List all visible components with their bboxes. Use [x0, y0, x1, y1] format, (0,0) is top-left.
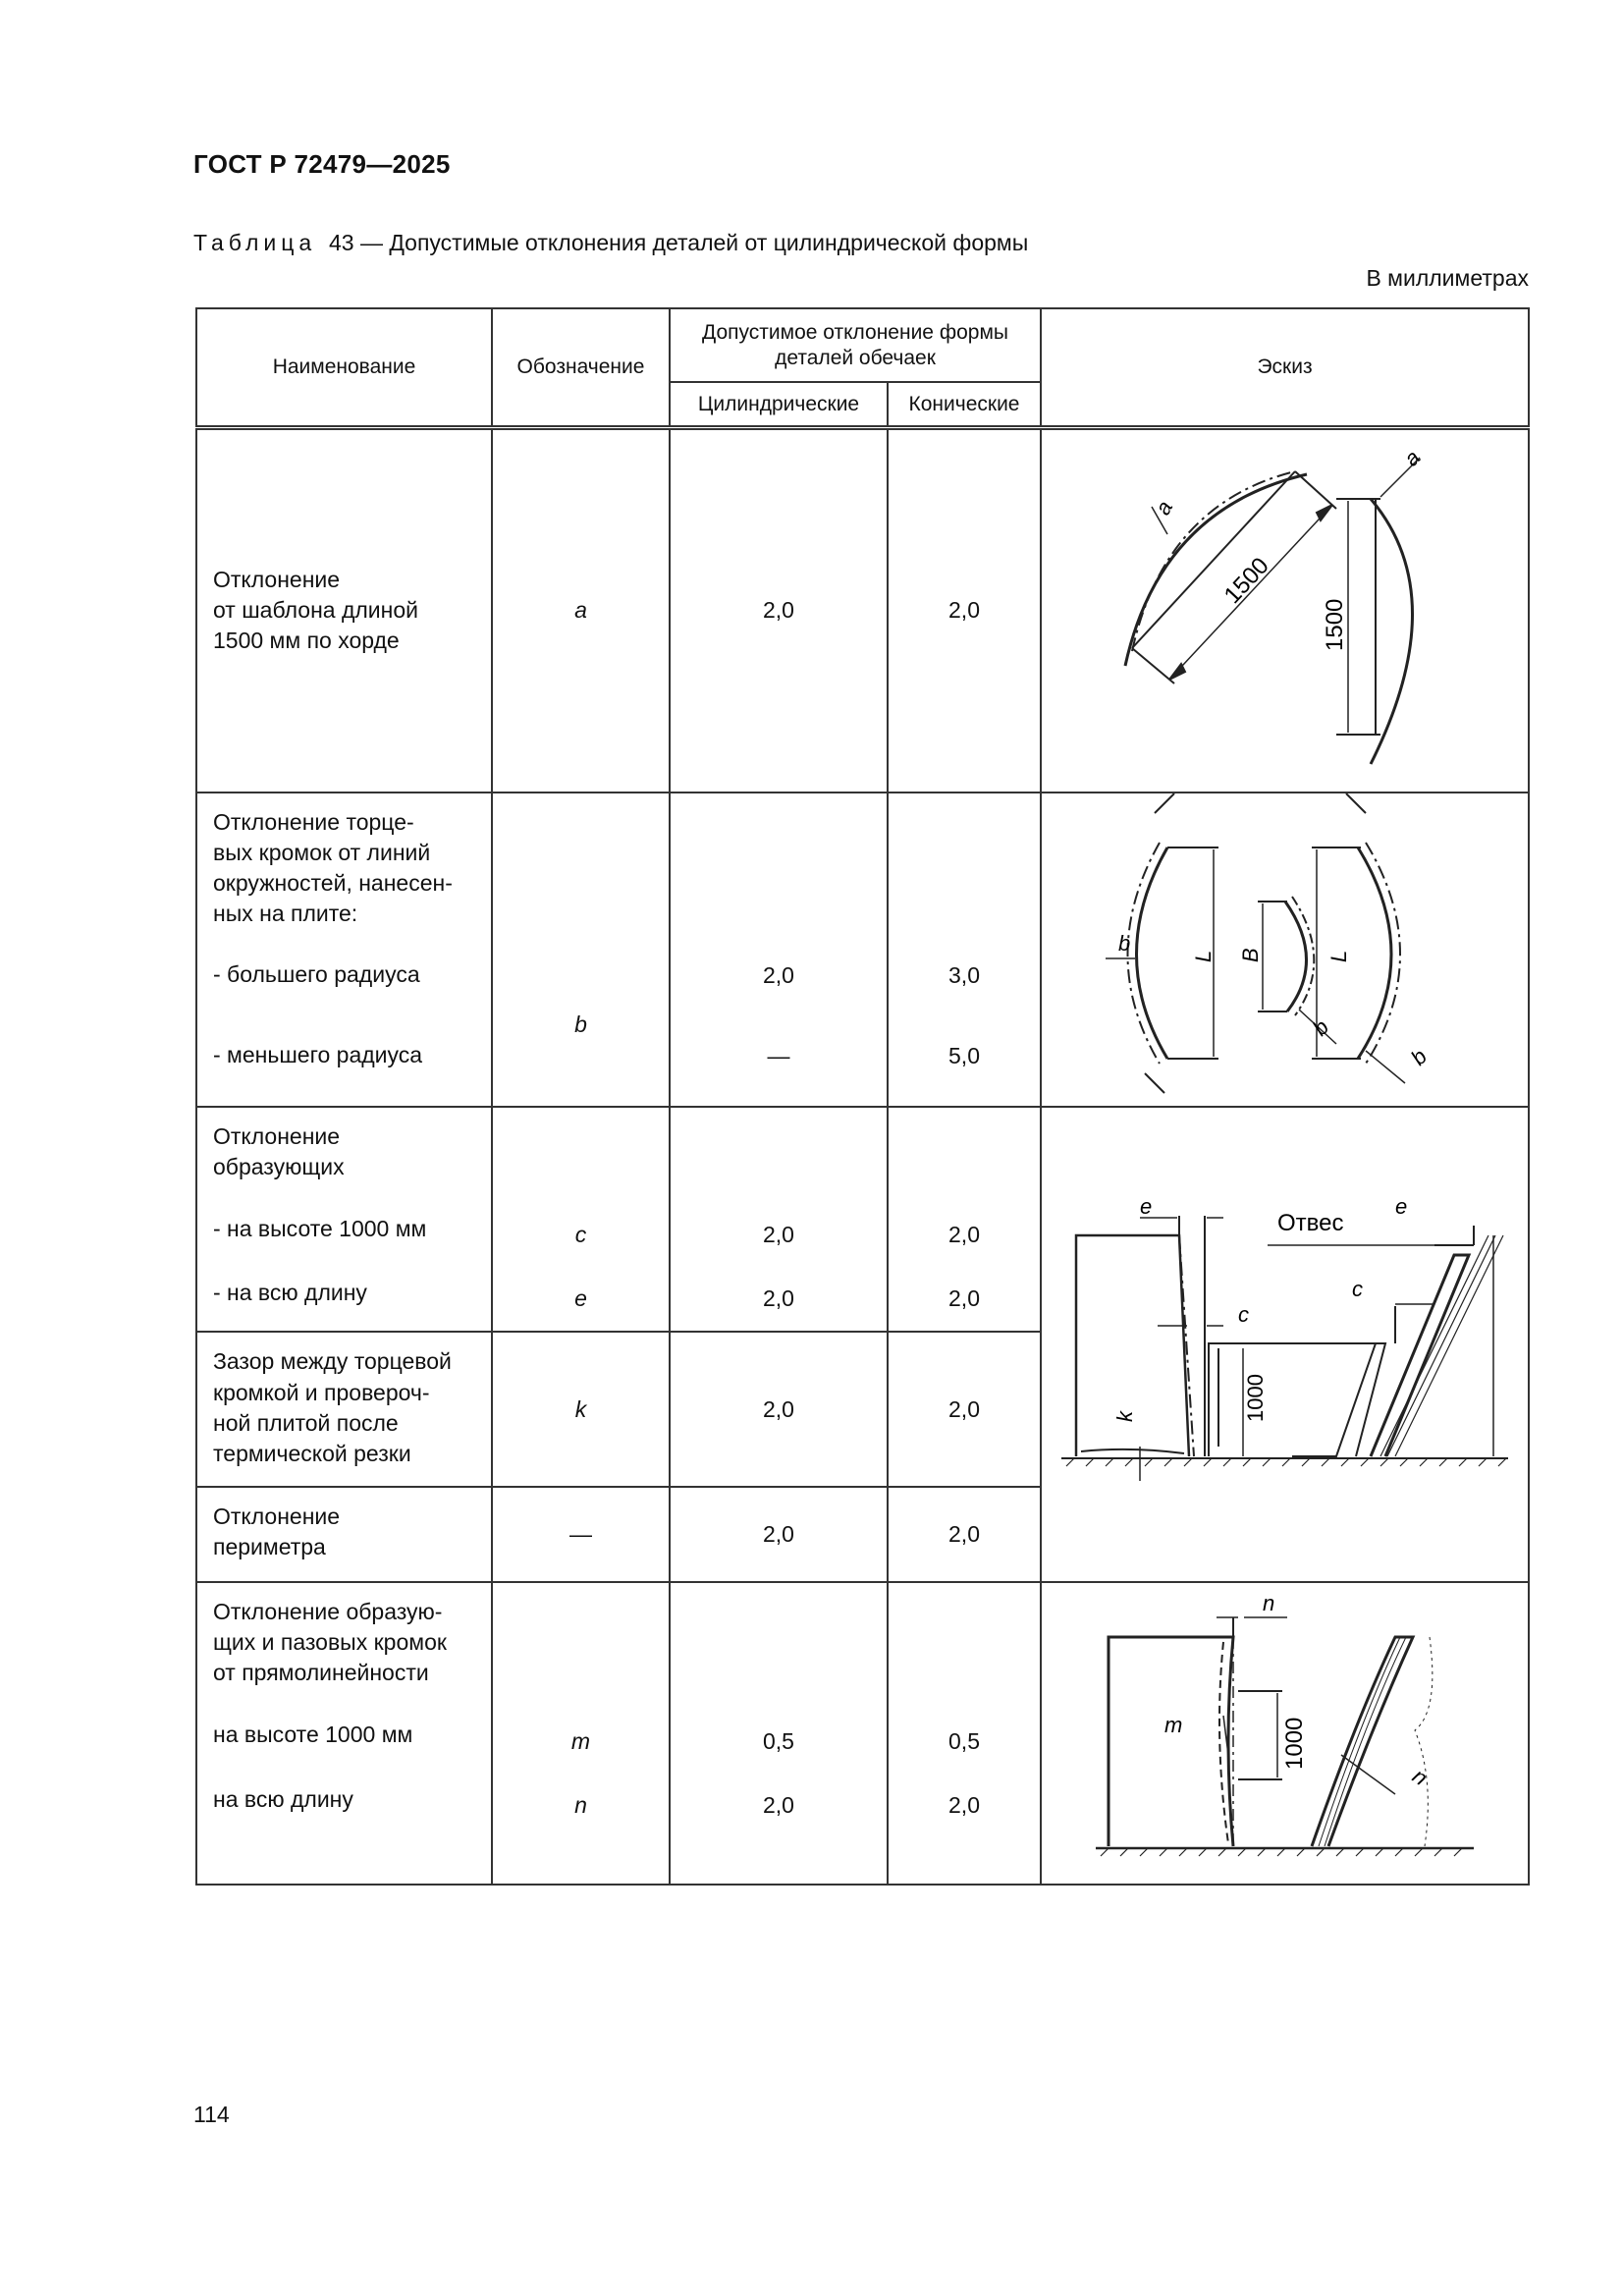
table-row	[196, 427, 1529, 793]
sketch-1-dim-vertical: 1500	[1322, 598, 1349, 651]
sketch-3	[1041, 1107, 1529, 1582]
row3-sub-label: - на высоте 1000 мм	[213, 1216, 427, 1242]
units-note: В миллиметрах	[1366, 265, 1529, 291]
sketch-1	[1041, 427, 1529, 793]
row1-designation: a	[492, 427, 670, 793]
header-deviation-group: Допустимое отклонение формы деталей обечаек	[670, 308, 1041, 382]
table-row	[196, 1107, 1529, 1333]
sketch-3-label-c1: c	[1352, 1276, 1364, 1301]
row6-cyl-1: 0,5	[763, 1727, 794, 1754]
row4-designation: k	[492, 1332, 670, 1487]
row3-designation-e: e	[574, 1285, 587, 1311]
row6-cyl-2: 2,0	[763, 1791, 794, 1818]
header-conical: Конические	[888, 382, 1041, 427]
sketch-2-label-L1: L	[1191, 950, 1217, 962]
sketch-4-label-m: m	[1164, 1712, 1183, 1737]
row3-designation-c: c	[574, 1221, 587, 1247]
row5-name-line: периметра	[213, 1534, 326, 1560]
row6-sub-label: на высоте 1000 мм	[213, 1722, 413, 1748]
row6-sub-label: на всю длину	[213, 1785, 353, 1812]
sketch-3-label-otves: Отвес	[1277, 1209, 1344, 1236]
row6-designation	[492, 1582, 670, 1885]
row5-con: 2,0	[888, 1487, 1041, 1581]
row3-cyl	[670, 1107, 888, 1333]
sketch-3-label-e2: e	[1395, 1193, 1408, 1219]
table-caption	[193, 230, 1028, 256]
row1-name	[196, 427, 492, 793]
caption-text: 43 — Допустимые отклонения деталей от цилиндрической формы	[328, 230, 1029, 255]
sketch-2-label-b3: b	[1405, 1043, 1433, 1070]
row4-cyl: 2,0	[670, 1332, 888, 1487]
row6-name-line: Отклонение образую-	[213, 1598, 443, 1624]
row3-name-line: Отклонение	[213, 1122, 341, 1149]
sketch-3-label-e1: e	[1140, 1193, 1153, 1219]
sketch-3-drawing	[1042, 1108, 1528, 1581]
row2-designation	[492, 793, 670, 1107]
sketch-4-label-n1: n	[1263, 1590, 1275, 1615]
row2-con-2: 5,0	[948, 1042, 980, 1068]
row6-con	[888, 1582, 1041, 1885]
row3-designation	[492, 1107, 670, 1333]
row3-con	[888, 1107, 1041, 1333]
row2-con-1: 3,0	[948, 961, 980, 988]
row3-con-1: 2,0	[948, 1221, 980, 1247]
row6-name	[196, 1582, 492, 1885]
deviation-table	[195, 307, 1530, 1886]
row6-cyl	[670, 1582, 888, 1885]
row1-con: 2,0	[888, 427, 1041, 793]
row2-name	[196, 793, 492, 1107]
row1-name-line: Отклонение	[213, 566, 341, 592]
sketch-3-label-c2: c	[1238, 1301, 1250, 1327]
sketch-2-drawing	[1042, 793, 1528, 1106]
page-number: 114	[193, 2102, 230, 2127]
row2-sub-label: - меньшего радиуса	[213, 1041, 423, 1067]
table-row	[196, 1582, 1529, 1885]
row2-sub-label: - большего радиуса	[213, 960, 420, 987]
row2-designation-value: b	[574, 1011, 587, 1037]
row6-con-1: 0,5	[948, 1727, 980, 1754]
row3-cyl-2: 2,0	[763, 1285, 794, 1311]
row6-name-line: щих и пазовых кромок	[213, 1628, 447, 1655]
row2-cyl-1: 2,0	[763, 961, 794, 988]
row4-name-line: Зазор между торцевой	[213, 1348, 452, 1375]
row2-cyl	[670, 793, 888, 1107]
row3-name	[196, 1107, 492, 1333]
row6-designation-m: m	[570, 1727, 591, 1754]
row5-name	[196, 1487, 492, 1581]
row4-name-line: кромкой и провероч-	[213, 1379, 430, 1405]
row4-name	[196, 1332, 492, 1487]
row1-name-line: от шаблона длиной	[213, 596, 418, 623]
row2-name-line: вых кромок от линий	[213, 839, 431, 865]
caption-word: Таблица	[193, 230, 317, 255]
row5-designation: —	[492, 1487, 670, 1581]
row3-con-2: 2,0	[948, 1285, 980, 1311]
sketch-2-label-b2: b	[1307, 1013, 1334, 1041]
sketch-4	[1041, 1582, 1529, 1885]
header-designation: Обозначение	[492, 308, 670, 427]
sketch-2-label-b1: b	[1118, 930, 1131, 956]
document-code: ГОСТ Р 72479—2025	[193, 149, 451, 179]
row3-cyl-1: 2,0	[763, 1221, 794, 1247]
sketch-2	[1041, 793, 1529, 1107]
sketch-2-label-L2: L	[1326, 950, 1352, 962]
table-row	[196, 793, 1529, 1107]
row6-name-line: от прямолинейности	[213, 1660, 429, 1686]
row3-name-line: образующих	[213, 1153, 345, 1179]
header-name: Наименование	[196, 308, 492, 427]
header-sketch: Эскиз	[1041, 308, 1529, 427]
row1-name-line: 1500 мм по хорде	[213, 628, 400, 654]
row5-cyl: 2,0	[670, 1487, 888, 1581]
sketch-4-drawing	[1042, 1583, 1528, 1884]
row3-sub-label: - на всю длину	[213, 1280, 367, 1306]
sketch-4-dim: 1000	[1281, 1717, 1309, 1770]
header-cylindrical: Цилиндрические	[670, 382, 888, 427]
row5-name-line: Отклонение	[213, 1503, 341, 1530]
sketch-1-dim-chord: 1500	[1218, 552, 1274, 609]
row6-designation-n: n	[574, 1791, 587, 1818]
sketch-1-label-a2: a	[1398, 444, 1426, 471]
row1-cyl: 2,0	[670, 427, 888, 793]
row2-con	[888, 793, 1041, 1107]
sketch-2-label-B: B	[1238, 947, 1264, 962]
row2-cyl-2: —	[767, 1042, 790, 1068]
row6-con-2: 2,0	[948, 1791, 980, 1818]
sketch-1-drawing	[1042, 430, 1528, 792]
row4-name-line: термической резки	[213, 1441, 411, 1467]
row2-name-line: ных на плите:	[213, 901, 358, 927]
sketch-1-label-a1: a	[1150, 496, 1178, 519]
sketch-3-label-k: k	[1112, 1410, 1138, 1422]
sketch-4-label-n2: n	[1408, 1763, 1433, 1790]
sketch-3-dim: 1000	[1243, 1373, 1269, 1422]
row2-name-line: окружностей, нанесен-	[213, 870, 453, 897]
row4-name-line: ной плитой после	[213, 1409, 399, 1436]
row2-name-line: Отклонение торце-	[213, 808, 414, 835]
row4-con: 2,0	[888, 1332, 1041, 1487]
